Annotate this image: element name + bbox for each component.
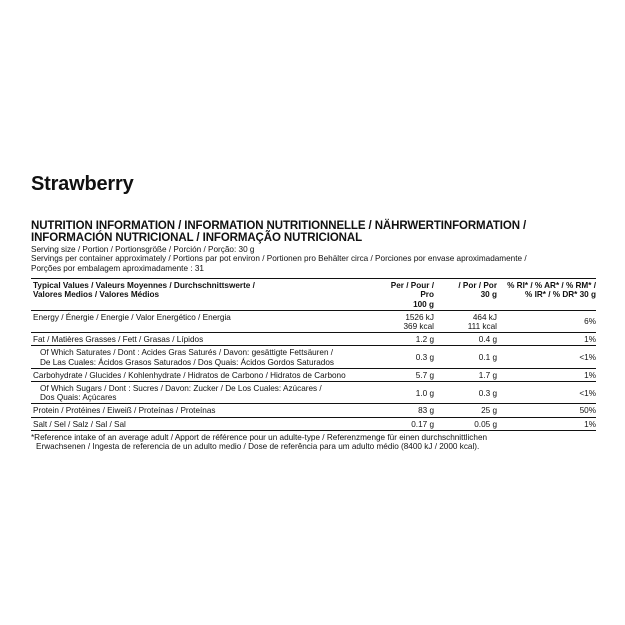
row-label: Carbohydrate / Glucides / Kohlenhydrate / Hidratos de Carbono / Hidratos de Carbono: [33, 370, 346, 380]
footnote-line2: Erwachsenen / Ingesta de referencia de un adulto medio / Dose de referência para um adulto médio (8400 kJ / 2000 kcal).: [36, 442, 480, 452]
row-per-30g: 25 g: [481, 406, 497, 416]
header-per-100g: Per / Pour / Pro 100 g: [390, 281, 434, 309]
row-per-100g: 83 g: [418, 406, 434, 416]
row-label: Fat / Matières Grasses / Fett / Grasas / Lípidos: [33, 335, 204, 345]
row-per-100g: 1526 kJ 369 kcal: [403, 312, 434, 332]
row-reference-intake: 1%: [584, 335, 596, 345]
row-per-100g: 0.17 g: [411, 419, 434, 429]
row-per-30g: 0.3 g: [478, 388, 497, 398]
row-label: Energy / Énergie / Energie / Valor Energético / Energia: [33, 312, 231, 322]
row-per-100g: 1.2 g: [415, 335, 434, 345]
servings-per-container-line1: Servings per container approximately / Portions par pot environ / Portionen pro Behälter circa / Porciones por envase aproximadamente /: [31, 254, 527, 264]
row-per-30g: 0.05 g: [474, 419, 497, 429]
row-label: Protein / Protéines / Eiweiß / Proteínas / Proteínas: [33, 406, 216, 416]
row-per-100g: 5.7 g: [415, 370, 434, 380]
row-reference-intake: 1%: [584, 370, 596, 380]
row-label: Salt / Sel / Salz / Sal / Sal: [33, 419, 126, 429]
servings-per-container-line2: Porções por embalagem aproximadamente : 31: [31, 263, 204, 273]
row-reference-intake: 1%: [584, 419, 596, 429]
serving-size: Serving size / Portion / Portionsgröße / Porción / Porção: 30 g: [31, 245, 255, 254]
table-row: [31, 333, 596, 346]
table-row: [31, 346, 596, 368]
nutrition-heading-line1: NUTRITION INFORMATION / INFORMATION NUTRITIONNELLE / NÄHRWERTINFORMATION /: [31, 220, 527, 232]
row-reference-intake: <1%: [579, 353, 596, 363]
row-label: Of Which Sugars / Dont : Sucres / Davon: Zucker / De Los Cuales: Azúcares / Dos Quais: Açúcares: [40, 384, 322, 403]
nutrition-heading: [31, 220, 594, 244]
row-per-30g: 1.7 g: [478, 370, 497, 380]
row-reference-intake: 50%: [579, 406, 596, 416]
table-row: [31, 368, 596, 381]
table-row: [31, 382, 596, 404]
flavor-title: Strawberry: [31, 173, 134, 195]
header-typical-values: Typical Values / Valeurs Moyennes / Durchschnittswerte / Valores Medios / Valores Médios: [33, 281, 255, 300]
row-per-30g: 464 kJ 111 kcal: [467, 312, 497, 332]
row-reference-intake: <1%: [579, 388, 596, 398]
row-per-30g: 0.1 g: [478, 353, 497, 363]
header-reference-intake: % RI* / % AR* / % RM* / % IR* / % DR* 30 g: [507, 281, 596, 300]
row-per-100g: 0.3 g: [415, 353, 434, 363]
table-row: [31, 404, 596, 417]
row-per-30g: 0.4 g: [478, 335, 497, 345]
table-row: [31, 310, 596, 332]
nutrition-heading-line2: INFORMACIÓN NUTRICIONAL / INFORMAÇÃO NUTRICIONAL: [31, 232, 363, 244]
table-row: [31, 417, 596, 430]
reference-footnote: [31, 433, 594, 452]
header-per-30g: / Por / Por 30 g: [458, 281, 497, 300]
row-per-100g: 1.0 g: [415, 388, 434, 398]
footnote-line1: *Reference intake of an average adult / Apport de référence pour un adulte-type / Referenzmenge für einen durchschnittlichen: [31, 432, 488, 442]
row-label: Of Which Saturates / Dont : Acides Gras Saturés / Davon: gesättigte Fettsäuren / De Las Cuales: Ácidos Grasos Saturados / Dos Quais: Ácidos Gordos Saturados: [40, 348, 334, 367]
nutrition-table: [31, 278, 596, 431]
table-header-row: [31, 279, 596, 311]
nutrition-label: [31, 172, 594, 452]
serving-info: [31, 245, 594, 273]
row-reference-intake: 6%: [584, 317, 596, 327]
